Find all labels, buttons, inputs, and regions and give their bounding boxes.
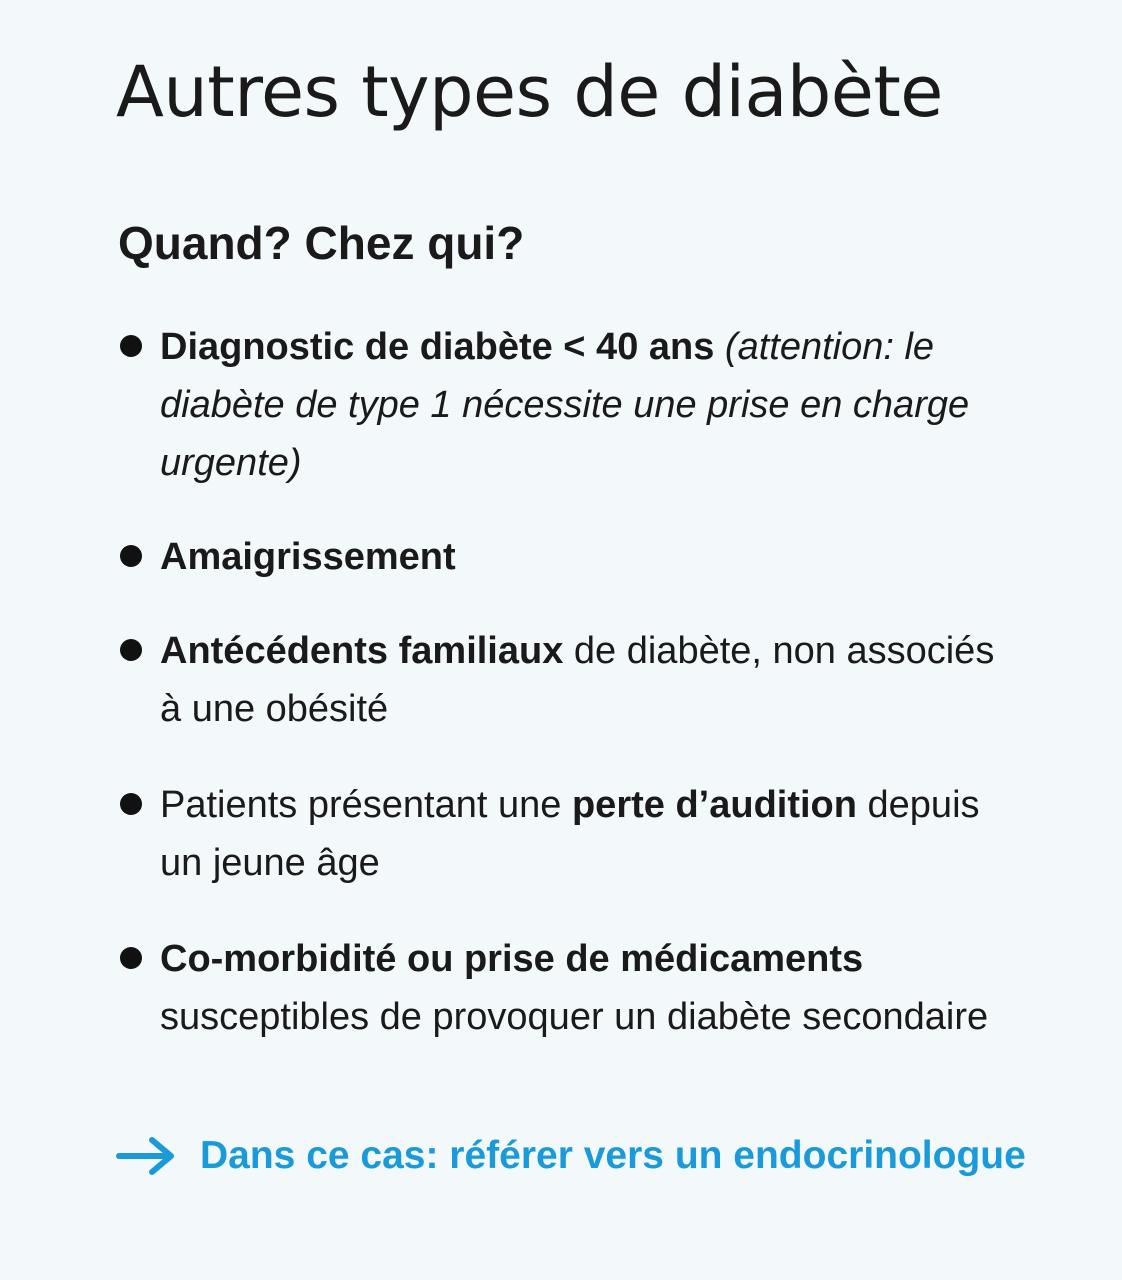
list-item xyxy=(160,318,1020,492)
list-item xyxy=(160,776,1020,892)
list-item xyxy=(160,622,1020,738)
section-subtitle: Quand? Chez qui? xyxy=(118,217,525,269)
item-bold-text: Diagnostic de diabète < 40 ans xyxy=(160,326,715,368)
item-italic-note: (attention: le diabète de type 1 nécessite une prise en charge urgente) xyxy=(160,326,970,484)
referral-text: Dans ce cas: référer vers un endocrinologue xyxy=(200,1134,1026,1177)
bullet-icon xyxy=(120,947,142,969)
item-bold-text: Co-morbidité ou prise de médicaments xyxy=(160,938,864,980)
item-text: depuis un jeune âge xyxy=(160,784,980,884)
item-text: de diabète, non associés à une obésité xyxy=(160,630,995,730)
item-text: susceptibles de provoquer un diabète secondaire xyxy=(160,996,989,1038)
item-bold-text: Amaigrissement xyxy=(160,536,456,578)
bullet-icon xyxy=(120,545,142,567)
item-prefix-text: Patients présentant une xyxy=(160,784,562,826)
referral-note xyxy=(116,1124,1026,1188)
bullet-icon xyxy=(120,793,142,815)
list-item xyxy=(160,528,1020,586)
list-item xyxy=(160,930,1020,1046)
bullet-icon xyxy=(120,335,142,357)
item-bold-text: Antécédents familiaux xyxy=(160,630,564,672)
page-title: Autres types de diabète xyxy=(116,51,943,133)
item-bold-text: perte d’audition xyxy=(571,784,857,826)
arrow-right-icon xyxy=(116,1136,176,1176)
bullet-icon xyxy=(120,639,142,661)
